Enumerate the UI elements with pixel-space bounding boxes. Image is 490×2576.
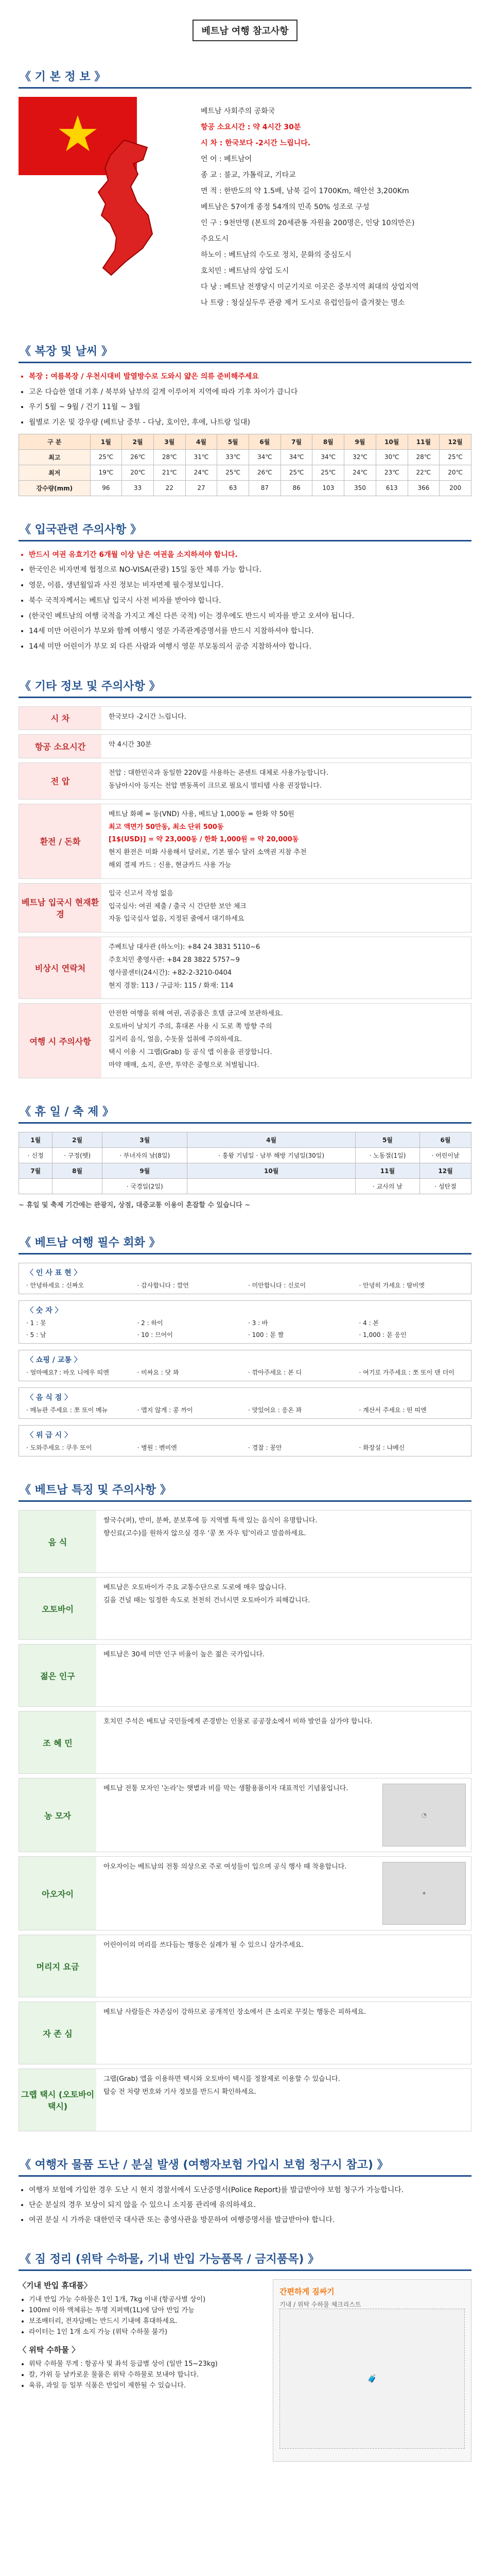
baggage-item: • 보조배터리, 전자담배는 반드시 기내에 휴대하세요. <box>29 2316 260 2327</box>
phrase-item: · 4 : 본 <box>359 1319 379 1327</box>
rain-11: 366 <box>408 480 440 496</box>
holiday-cell: · 국경일(2일) <box>102 1179 187 1194</box>
culture-row-hat <box>19 1778 471 1852</box>
carry-on-title: 〈기내 반입 휴대품〉 <box>19 2281 92 2291</box>
tip-content <box>101 707 471 730</box>
phrase-item: · 맛있어요 : 응온 꽈 <box>248 1406 302 1414</box>
phrase-item: · 계산서 주세요 : 띤 띠엔 <box>359 1406 427 1414</box>
tip-content <box>101 804 471 878</box>
rain-5: 63 <box>217 480 249 496</box>
month-1: 1월 <box>90 434 122 449</box>
max-8: 34℃ <box>312 449 344 465</box>
culture-label: 오토바이 <box>19 1578 96 1639</box>
min-11: 22℃ <box>408 465 440 480</box>
phrase-item: · 3 : 바 <box>248 1319 268 1327</box>
entry-note-4: • 북수 국적자께서는 베트남 입국시 사전 비자를 받아야 합니다. <box>29 596 471 607</box>
tip-line: 안전한 여행을 위해 여권, 귀중품은 호텔 금고에 보관하세요. <box>109 1010 283 1018</box>
ethnic-info: • 베트남은 57여개 종정 54개의 민족 50% 성조로 구성 <box>201 202 471 213</box>
climate-section <box>19 338 471 496</box>
country-name: • 베트남 사회주의 공화국 <box>201 106 471 117</box>
holiday-cell: · 부녀자의 날(8일) <box>102 1148 187 1163</box>
tip-row-voltage <box>19 762 471 800</box>
tip-line: 한국보다 -2시간 느립니다. <box>109 713 186 721</box>
tip-line: 최고 액면가 50만동, 최소 단위 500동 <box>109 823 224 831</box>
baggage-text <box>19 2279 260 2462</box>
box-title: 〈 음 식 점 〉 <box>26 1394 72 1402</box>
culture-row-aodai <box>19 1856 471 1930</box>
phrase-item: · 여기로 가주세요 : 쪼 또이 덴 더이 <box>359 1369 454 1377</box>
month-3: 3월 <box>153 434 185 449</box>
packing-title: 간편하게 짐싸기 <box>279 2287 335 2297</box>
box-title: 〈 위 급 시 〉 <box>26 1431 72 1440</box>
culture-row-young <box>19 1644 471 1707</box>
culture-content <box>96 1857 377 1930</box>
culture-content <box>96 1935 471 1997</box>
min-label: 최저 <box>19 465 91 480</box>
tip-row-time <box>19 706 471 731</box>
holiday-month: 2월 <box>52 1132 102 1148</box>
population: • 인 구 : 9천만명 (본토의 20세관통 자원율 200명은, 인당 10의만은) <box>201 218 471 229</box>
tip-row-emergency <box>19 937 471 999</box>
emergency-box <box>19 1425 471 1456</box>
weather-note: • 고온 다습한 열대 기후 / 북부와 남부의 길게 이루어져 지역에 따라 기후 차이가 큽니다 <box>29 387 471 398</box>
culture-content <box>96 1711 471 1773</box>
culture-label: 농 모자 <box>19 1778 96 1852</box>
holiday-month: 6월 <box>420 1132 471 1148</box>
phrase-item: · 10 : 므어이 <box>137 1331 173 1339</box>
aodai-image: ✦ <box>382 1862 466 1925</box>
culture-line: 베트남은 오토바이가 주요 교통수단으로 도로에 매우 많습니다. <box>103 1584 287 1592</box>
tip-line: 입국 신고서 작성 없음 <box>109 889 173 897</box>
loss-item: • 단순 분실의 경우 보상이 되지 않을 수 있으니 소지품 관리에 유의하세요. <box>29 2200 471 2211</box>
month-2: 2월 <box>122 434 154 449</box>
other-section <box>19 673 471 1079</box>
phrase-item: · 안녕하세요 : 신짜오 <box>26 1282 84 1290</box>
city-nhatrang: • 나 트랑 : 청실실두루 관광 제거 도시로 유럽인들이 즐겨찾는 명소 <box>201 298 471 309</box>
phrase-title: 《 베트남 여행 필수 회화 》 <box>19 1230 471 1255</box>
entry-note-5: • (한국인 베트남의 여행 국적을 가지고 계신 다른 국적) 이는 경우에도 반드시 비자를 받고 오셔야 됩니다. <box>29 611 471 622</box>
max-5: 33℃ <box>217 449 249 465</box>
phrase-item: · 깎아주세요 : 본 디 <box>248 1369 302 1377</box>
box-title: 〈 인 사 표 현 〉 <box>26 1269 81 1278</box>
culture-content <box>96 1645 471 1706</box>
tip-label: 항공 소요시간 <box>19 735 101 758</box>
packing-subtitle: 기내 / 위탁 수하물 체크리스트 <box>279 2301 361 2309</box>
climate-notes <box>19 371 471 429</box>
page <box>19 0 471 2462</box>
culture-row-food <box>19 1510 471 1573</box>
max-7: 34℃ <box>281 449 312 465</box>
phrase-item: · 맵지 않게 : 콩 까이 <box>137 1406 193 1414</box>
tip-row-entry <box>19 883 471 933</box>
monthly-note: • 월별로 기온 및 강우량 (베트남 중부 - 다낭, 호이안, 후에, 나트랑 일대) <box>29 417 471 429</box>
culture-row-head <box>19 1935 471 1997</box>
culture-title: 《 베트남 특징 및 주의사항 》 <box>19 1477 471 1502</box>
language: • 언 어 : 베트남어 <box>201 154 471 165</box>
tip-line: 길거리 음식, 얼음, 수돗물 섭취에 주의하세요. <box>109 1035 242 1043</box>
culture-label: 조 혜 민 <box>19 1711 96 1773</box>
loss-section <box>19 2152 471 2226</box>
rain-3: 22 <box>153 480 185 496</box>
other-title: 《 기타 정보 및 주의사항 》 <box>19 673 471 698</box>
tip-line: 현지 환전은 미화 사용해서 달러로, 기본 필수 달러 소액권 지참 추천 <box>109 849 307 857</box>
holiday-month: 4월 <box>187 1132 355 1148</box>
box-title: 〈 숫 자 〉 <box>26 1307 62 1315</box>
holiday-cell: · 신정 <box>19 1148 52 1163</box>
phrase-item: · 감사합니다 : 깜언 <box>137 1282 189 1290</box>
min-6: 26℃ <box>249 465 281 480</box>
tip-row-currency <box>19 804 471 879</box>
phrase-section <box>19 1230 471 1456</box>
culture-label: 자 존 심 <box>19 2002 96 2064</box>
culture-content <box>96 1511 471 1572</box>
culture-content <box>96 2002 471 2064</box>
min-3: 21℃ <box>153 465 185 480</box>
baggage-item: • 기내 반입 가능 수하물은 1인 1개, 7kg 이내 (항공사별 상이) <box>29 2295 260 2306</box>
tip-label: 시 차 <box>19 707 101 730</box>
baggage-section <box>19 2246 471 2462</box>
holiday-cell <box>52 1179 102 1194</box>
tip-row-flight <box>19 734 471 758</box>
culture-line: 쌀국수(퍼), 반미, 분짜, 분보후에 등 지역별 특색 있는 음식이 유명합니다. <box>103 1517 318 1525</box>
month-7: 7월 <box>281 434 312 449</box>
tip-line: 마약 매매, 소지, 운반, 투약은 중형으로 처벌됩니다. <box>109 1061 259 1069</box>
culture-label: 아오자이 <box>19 1857 96 1930</box>
rain-2: 33 <box>122 480 154 496</box>
holiday-cell <box>19 1179 52 1194</box>
phrase-item: · 경찰 : 꽁안 <box>248 1444 282 1452</box>
entry-title: 《 입국관련 주의사항 》 <box>19 517 471 541</box>
tip-label: 전 압 <box>19 763 101 799</box>
month-8: 8월 <box>312 434 344 449</box>
loss-item: • 여권 분실 시 가까운 대한민국 대사관 또는 총영사관을 방문하여 여행증명서를 발급받아야 합니다. <box>29 2215 471 2226</box>
phrase-item: · 5 : 남 <box>26 1331 46 1339</box>
culture-label: 머리지 요금 <box>19 1935 96 1997</box>
holiday-month: 8월 <box>52 1163 102 1179</box>
culture-line: 아오자이는 베트남의 전통 의상으로 주로 여성들이 입으며 공식 행사 때 착용합니다. <box>103 1863 347 1871</box>
tip-line: 택시 이용 시 그랩(Grab) 등 공식 앱 이용을 권장합니다. <box>109 1048 272 1056</box>
phrase-item: · 미안합니다 : 신로이 <box>248 1282 306 1290</box>
baggage-item: • 100ml 이하 액체류는 투명 지퍼백(1L)에 담아 반입 가능 <box>29 2306 260 2316</box>
tip-line: 주호치민 총영사관: +84 28 3822 5757~9 <box>109 956 240 964</box>
tip-label: 비상시 연락처 <box>19 937 101 998</box>
climate-table <box>19 434 471 496</box>
holiday-cell <box>187 1179 355 1194</box>
tip-label: 베트남 입국시 현재환경 <box>19 884 101 932</box>
rain-9: 350 <box>344 480 376 496</box>
baggage-item: • 라이터는 1인 1개 소지 가능 (위탁 수하물 불가) <box>29 2327 260 2338</box>
culture-line: 베트남 사람들은 자존심이 강하므로 공개적인 장소에서 큰 소리로 꾸짖는 행동은 피하세요. <box>103 2008 366 2016</box>
culture-row-grab <box>19 2069 471 2131</box>
loss-list <box>19 2185 471 2226</box>
holiday-month: 10월 <box>187 1163 355 1179</box>
holiday-cell: · 어린이날 <box>420 1148 471 1163</box>
max-12: 25℃ <box>440 449 471 465</box>
month-9: 9월 <box>344 434 376 449</box>
phrase-item: · 1 : 못 <box>26 1319 46 1327</box>
entry-note-7: • 14세 미만 어린이가 부모 외 다른 사람과 여행시 영문 부모동의서 공증 지참하셔야 합니다. <box>29 641 471 653</box>
rain-1: 96 <box>90 480 122 496</box>
tip-line: 오토바이 날치기 주의, 휴대폰 사용 시 도로 쪽 방향 주의 <box>109 1023 272 1031</box>
season-note: • 우기 5월 ~ 9월 / 건기 11월 ~ 3월 <box>29 402 471 413</box>
vietnam-map <box>65 138 188 280</box>
restaurant-box <box>19 1387 471 1419</box>
min-7: 25℃ <box>281 465 312 480</box>
box-title: 〈 쇼핑 / 교통 〉 <box>26 1356 81 1365</box>
tip-line: [1$(USD)] = 약 23,000동 / 한화 1,000원 = 약 20,000동 <box>109 836 299 844</box>
min-8: 25℃ <box>312 465 344 480</box>
packing-card <box>273 2279 471 2462</box>
holiday-month: 9월 <box>102 1163 187 1179</box>
phrase-item: · 안녕히 가세요 : 땀비엣 <box>359 1282 425 1290</box>
culture-line: 베트남 전통 모자인 '논라'는 햇볕과 비를 막는 생활용품이자 대표적인 기념품입니다. <box>103 1785 348 1793</box>
holiday-cell: · 교사의 날 <box>355 1179 419 1194</box>
phrase-item: · 메뉴판 주세요 : 쪼 또이 메뉴 <box>26 1406 108 1414</box>
tip-content <box>101 1004 471 1078</box>
month-5: 5월 <box>217 434 249 449</box>
tip-line: 베트남 화폐 = 동(VND) 사용, 베트남 1,000동 = 한화 약 50원 <box>109 810 294 818</box>
tip-line: 약 4시간 30분 <box>109 741 152 749</box>
tip-line: 해외 결제 카드 : 신용, 현금카드 사용 가능 <box>109 861 232 869</box>
culture-row-hochiminh <box>19 1711 471 1774</box>
holiday-note: ~ 휴일 및 축제 기간에는 관광지, 상점, 대중교통 이용이 혼잡할 수 있습니다 ~ <box>19 1201 251 1210</box>
phrase-item: · 비싸요 : 닷 꽈 <box>137 1369 179 1377</box>
culture-row-pride <box>19 2002 471 2064</box>
culture-line: 향신료(고수)를 원하지 않으실 경우 '콩 쪼 자우 텀'이라고 말씀하세요. <box>103 1530 306 1538</box>
month-12: 12월 <box>440 434 471 449</box>
baggage-item: • 위탁 수하물 무게 : 항공사 및 좌석 등급별 상이 (일반 15~23kg) <box>29 2359 260 2370</box>
min-9: 24℃ <box>344 465 376 480</box>
culture-row-motorbike <box>19 1577 471 1640</box>
greetings-box <box>19 1263 471 1294</box>
tip-label: 환전 / 돈화 <box>19 804 101 878</box>
rain-10: 613 <box>376 480 408 496</box>
holiday-month: 12월 <box>420 1163 471 1179</box>
entry-note-2: • 한국인은 비자면제 협정으로 NO-VISA(관광) 15일 동안 체류 가능 합니다. <box>29 565 471 576</box>
holiday-month: 3월 <box>102 1132 187 1148</box>
max-6: 34℃ <box>249 449 281 465</box>
checked-title: 〈 위탁 수하물 〉 <box>19 2345 80 2355</box>
baggage-item: • 육류, 과일 등 일부 식품은 반입이 제한될 수 있습니다. <box>29 2381 260 2392</box>
tip-line: 자동 입국심사 없음, 지정된 줄에서 대기하세요 <box>109 915 244 923</box>
religion: • 종 교 : 불교, 가톨릭교, 기타교 <box>201 170 471 181</box>
max-2: 26℃ <box>122 449 154 465</box>
city-danang: • 다 낭 : 베트남 전쟁당시 미군기지로 이곳은 중부지역 최대의 상업지역 <box>201 282 471 293</box>
phrase-item: · 얼마예요? : 바오 니에우 띠엔 <box>26 1369 109 1377</box>
max-11: 28℃ <box>408 449 440 465</box>
tip-line: 입국심사: 여권 제출 / 출국 시 간단한 보안 체크 <box>109 902 247 910</box>
max-4: 31℃ <box>185 449 217 465</box>
baggage-layout <box>19 2279 471 2462</box>
phrase-item: · 화장실 : 냐베신 <box>359 1444 405 1452</box>
month-header: 구 분 <box>19 434 91 449</box>
tip-line: 주베트남 대사관 (하노이): +84 24 3831 5110~6 <box>109 943 260 952</box>
entry-notes <box>19 550 471 653</box>
phrase-item: · 도와주세요 : 쿠우 또이 <box>26 1444 92 1452</box>
major-cities-title: • 주요도시 <box>201 234 471 245</box>
month-11: 11월 <box>408 434 440 449</box>
culture-line: 그랩(Grab) 앱을 이용하면 택시와 오토바이 택시를 정찰제로 이용할 수 있습니다. <box>103 2075 340 2083</box>
min-10: 23℃ <box>376 465 408 480</box>
holiday-month: 5월 <box>355 1132 419 1148</box>
luggage-illustration: 🧳 <box>279 2309 465 2449</box>
tip-line: 전압 : 대한민국과 동일한 220V를 사용하는 콘센트 대체로 사용가능합니다. <box>109 769 328 777</box>
phrase-item: · 2 : 하이 <box>137 1319 163 1327</box>
tip-line: 동남아시아 등지는 전압 변동폭이 크므로 필요시 멀티탭 사용 권장합니다. <box>109 782 322 790</box>
culture-section <box>19 1477 471 2131</box>
city-hochiminh: • 호치민 : 베트남의 상업 도시 <box>201 266 471 277</box>
document-title: 베트남 여행 참고사항 <box>192 20 297 41</box>
loss-item: • 여행자 보험에 가입한 경우 도난 시 현지 경찰서에서 도난증명서(Police Report)를 발급받아야 보험 청구가 가능합니다. <box>29 2185 471 2196</box>
tip-label: 여행 시 주의사항 <box>19 1004 101 1078</box>
baggage-title: 《 짐 정리 (위탁 수하물, 기내 반입 가능품목 / 금지품목) 》 <box>19 2246 471 2271</box>
culture-line: 탑승 전 차량 번호와 기사 정보를 반드시 확인하세요. <box>103 2088 256 2096</box>
phrase-item: · 병원 : 벤비엔 <box>137 1444 177 1452</box>
max-1: 25℃ <box>90 449 122 465</box>
holiday-cell: · 훙왕 기념일 · 남부 해방 기념일(30일) <box>187 1148 355 1163</box>
culture-label: 음 식 <box>19 1511 96 1572</box>
area: • 면 적 : 한반도의 약 1.5배, 남북 길이 1700Km, 해안선 3,200Km <box>201 186 471 197</box>
holiday-cell: · 성탄절 <box>420 1179 471 1194</box>
loss-title: 《 여행자 물품 도난 / 분실 발생 (여행자보험 가입시 보험 청구시 참고) 》 <box>19 2152 471 2177</box>
max-9: 32℃ <box>344 449 376 465</box>
tip-content <box>101 884 471 932</box>
entry-section <box>19 517 471 653</box>
tip-content <box>101 763 471 799</box>
rain-7: 86 <box>281 480 312 496</box>
culture-line: 어린아이의 머리를 쓰다듬는 행동은 실례가 될 수 있으니 삼가주세요. <box>103 1941 304 1950</box>
tip-line: 영사콜센터(24시간): +82-2-3210-0404 <box>109 969 232 977</box>
baggage-item: • 칼, 가위 등 날카로운 물품은 위탁 수하물로 보내야 합니다. <box>29 2370 260 2381</box>
holiday-section <box>19 1099 471 1209</box>
max-label: 최고 <box>19 449 91 465</box>
min-4: 24℃ <box>185 465 217 480</box>
phrase-item: · 1,000 : 몯 응인 <box>359 1331 407 1339</box>
numbers-box <box>19 1300 471 1344</box>
flight-time: • 항공 소요시간 : 약 4시간 30분 <box>201 122 471 133</box>
max-10: 30℃ <box>376 449 408 465</box>
rain-4: 27 <box>185 480 217 496</box>
rain-8: 103 <box>312 480 344 496</box>
climate-title: 《 복장 및 날씨 》 <box>19 338 471 363</box>
tip-line: 현지 경찰: 113 / 구급차: 115 / 화재: 114 <box>109 981 234 990</box>
tip-content <box>101 937 471 998</box>
basic-section <box>19 64 471 318</box>
month-4: 4월 <box>185 434 217 449</box>
tip-content <box>101 735 471 758</box>
max-3: 28℃ <box>153 449 185 465</box>
month-6: 6월 <box>249 434 281 449</box>
holiday-month: 1월 <box>19 1132 52 1148</box>
holiday-month: 7월 <box>19 1163 52 1179</box>
culture-content <box>96 2069 471 2131</box>
shopping-box <box>19 1350 471 1381</box>
time-difference: • 시 차 : 한국보다 -2시간 느립니다. <box>201 138 471 149</box>
rain-12: 200 <box>440 480 471 496</box>
min-1: 19℃ <box>90 465 122 480</box>
rain-6: 87 <box>249 480 281 496</box>
culture-content <box>96 1778 377 1852</box>
culture-label: 그랩 택시 (오토바이택시) <box>19 2069 96 2131</box>
basic-title: 《 기 본 정 보 》 <box>19 64 471 89</box>
entry-note-3: • 영문, 이름, 생년월일과 사진 정보는 비자면제 필수정보입니다. <box>29 580 471 591</box>
hat-image: ◔ <box>382 1784 466 1846</box>
min-12: 20℃ <box>440 465 471 480</box>
culture-label: 젊은 인구 <box>19 1645 96 1706</box>
entry-note-1: • 반드시 여권 유효기간 6개월 이상 남은 여권을 소지하셔야 합니다. <box>29 550 471 561</box>
phrase-item: · 100 : 몯 짬 <box>248 1331 284 1339</box>
clothing-note: • 복장 : 여름복장 / 우천시대비 발열방수로 도와시 얇은 의류 준비해주세요 <box>29 371 471 383</box>
tip-row-caution <box>19 1003 471 1078</box>
holiday-title: 《 휴 일 / 축 제 》 <box>19 1099 471 1124</box>
min-5: 25℃ <box>217 465 249 480</box>
culture-line: 호치민 주석은 베트남 국민들에게 존경받는 인물로 공공장소에서 비하 발언을 삼가야 합니다. <box>103 1718 373 1726</box>
culture-line: 길을 건널 때는 일정한 속도로 천천히 건너시면 오토바이가 피해갑니다. <box>103 1597 310 1605</box>
min-2: 20℃ <box>122 465 154 480</box>
rain-label: 강수량(mm) <box>19 480 91 496</box>
entry-note-6: • 14세 미만 어린이가 부모와 함께 여행시 영문 가족관계증명서를 반드시 지참하셔야 합니다. <box>29 626 471 637</box>
basic-info-list <box>201 97 471 318</box>
holiday-month: 11월 <box>355 1163 419 1179</box>
holiday-table <box>19 1132 471 1194</box>
flag-map-figure <box>19 97 188 280</box>
city-hanoi: • 하노이 : 베트남의 수도로 정치, 문화의 중심도시 <box>201 250 471 261</box>
culture-content <box>96 1578 471 1639</box>
star-icon: ★ <box>55 105 100 163</box>
holiday-cell: · 구정(뗏) <box>52 1148 102 1163</box>
holiday-cell: · 노동절(1일) <box>355 1148 419 1163</box>
month-10: 10월 <box>376 434 408 449</box>
culture-line: 베트남은 30세 미만 인구 비율이 높은 젊은 국가입니다. <box>103 1651 265 1659</box>
